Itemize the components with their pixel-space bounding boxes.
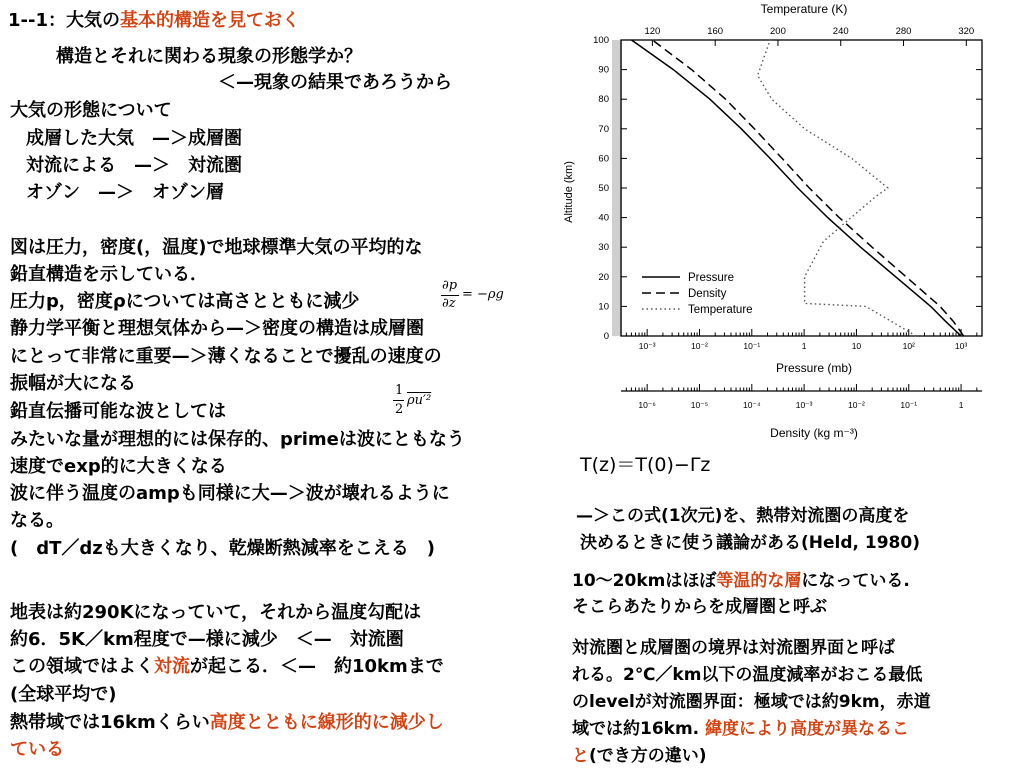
para1-line-3: 圧力p，密度ρについては高さとともに減少: [10, 291, 360, 312]
right-line-4: [572, 573, 910, 590]
isothermal-highlight: 等温的な層: [716, 571, 802, 591]
para2-line-2: 約6．5K／km程度で—様に減少 ＜— 対流圏: [10, 629, 404, 650]
bottom-axis-label: Pressure (mb): [775, 361, 853, 375]
eq2-rhs: ρu′²: [407, 393, 432, 408]
convection-highlight: 対流: [154, 656, 190, 677]
eq1-rhs: = −ρg: [462, 287, 504, 302]
left-line-6: オゾン —＞ オゾン層: [26, 182, 224, 203]
y-tick-label: 80: [598, 94, 609, 106]
top-tick-label: 240: [832, 26, 849, 37]
top-tick-label: 200: [770, 26, 786, 37]
density-tick-label: 1: [958, 400, 964, 410]
right-line-7: れる。2℃／km以下の温度減率がおこる最低: [572, 665, 923, 685]
latitude-highlight-end: と: [572, 746, 589, 766]
y-axis-label: Altitude (km): [563, 161, 575, 223]
legend-label-pressure: Pressure: [688, 272, 735, 284]
right-line-5: そこらあたりからを成層圏と呼ぶ: [572, 597, 827, 617]
para1-line-7: 鉛直伝播可能な波としては: [10, 401, 226, 422]
right-line-4b: になっている.: [801, 571, 910, 591]
right-line-6: 対流圏と成層圏の境界は対流圏界面と呼ば: [572, 638, 895, 658]
pressure-tick-label: 10³: [954, 341, 968, 351]
density-tick-label: 10⁻³: [795, 400, 813, 410]
right-line-8: のlevelが対流圏界面：極域では約9km，赤道: [572, 692, 931, 712]
density-tick-label: 10⁻²: [848, 400, 865, 410]
density-axis-label-text: Density (kg m⁻³): [770, 426, 858, 440]
top-axis-label: Temperature (K): [760, 2, 848, 16]
para2-line-3b: が起こる．＜— 約10kmまで: [190, 656, 444, 677]
density-axis-label: [770, 426, 858, 440]
right-line-10b: (でき方の違い): [589, 746, 707, 766]
para2-line-4: (全球平均で): [10, 684, 117, 705]
eq2-numerator: 1: [395, 383, 404, 398]
latitude-highlight: 緯度により高度が異なるこ: [705, 719, 910, 739]
right-line-9a: 域では約16km.: [572, 719, 706, 739]
linear-decrease-highlight: 高度とともに線形的に減少し: [209, 712, 444, 733]
eq1-denominator: ∂z: [442, 296, 456, 311]
para1-line-10: 波に伴う温度のampも同様に大—＞波が壊れるように: [10, 483, 450, 504]
para1-line-8: みたいな量が理想的には保存的、primeは波にともなう: [10, 429, 465, 450]
left-line-4: 成層した大気 —＞成層圏: [26, 128, 242, 149]
para1-line-1: 図は圧力，密度(，温度)で地球標準大気の平均的な: [10, 237, 423, 258]
pressure-tick-label: 10: [851, 341, 862, 351]
wave-energy-equation: [392, 384, 452, 420]
y-tick-label: 90: [598, 64, 609, 76]
right-line-10: [572, 748, 707, 765]
right-line-2: —＞この式(1次元)を、熱帯対流圏の高度を: [576, 506, 910, 526]
para1-line-12: ( dT／dzも大きくなり、乾燥断熱減率をこえる ): [10, 538, 435, 559]
para1-line-2: 鉛直構造を示している．: [10, 264, 208, 285]
hydrostatic-equation: [440, 280, 520, 314]
title-prefix: 1--1：大気の: [8, 10, 120, 31]
density-tick-label: 10⁻¹: [900, 400, 918, 410]
para2-line-5a: 熱帯域では16kmくらい: [10, 712, 210, 733]
para1-line-5: にとって非常に重要—＞薄くなることで擾乱の速度の: [10, 346, 442, 367]
plot-frame: [621, 40, 982, 336]
y-tick-label: 0: [603, 331, 609, 342]
right-line-3: 決めるときに使う議論がある(Held, 1980): [580, 533, 920, 553]
para2-line-3: [10, 658, 444, 676]
para1-line-6: 振幅が大になる: [10, 373, 136, 394]
pressure-tick-label: 10⁻²: [691, 341, 708, 351]
para2-line-1: 地表は約290Kになっていて，それから温度勾配は: [10, 602, 422, 623]
top-tick-label: 160: [707, 26, 724, 37]
para1-line-11: なる。: [10, 510, 64, 531]
legend-label-density: Density: [688, 288, 727, 300]
para2-line-3a: この領域ではよく: [10, 656, 154, 677]
density-tick-label: 10⁻⁵: [690, 400, 709, 410]
left-line-1: 構造とそれに関わる現象の形態学か？: [56, 46, 362, 67]
y-tick-label: 60: [598, 153, 609, 165]
lapse-rate-formula: T(z)＝T(0)−Γz: [580, 454, 711, 476]
left-line-2: ＜—現象の結果であろうから: [218, 72, 452, 93]
slide-title: [8, 12, 300, 30]
pressure-tick-label: 1: [801, 341, 807, 351]
left-line-3: 大気の形態について: [10, 100, 172, 121]
standard-atmosphere-chart: [554, 0, 1024, 450]
y-tick-label: 100: [593, 35, 609, 46]
pressure-tick-label: 10⁻³: [638, 341, 656, 351]
title-highlight: 基本的構造を見ておく: [120, 10, 300, 31]
legend-label-temperature: Temperature: [688, 304, 753, 316]
density-tick-label: 10⁻⁶: [638, 400, 656, 410]
left-line-5: 対流による —＞ 対流圏: [26, 155, 242, 176]
density-tick-label: 10⁻⁴: [743, 400, 761, 410]
y-tick-label: 20: [598, 271, 609, 283]
y-tick-label: 30: [598, 242, 609, 254]
y-tick-label: 10: [598, 301, 609, 313]
pressure-tick-label: 10²: [902, 341, 915, 351]
para1-line-4: 静力学平衡と理想気体から—＞密度の構造は成層圏: [10, 318, 424, 339]
right-line-9: [572, 721, 909, 738]
right-line-4a: 10～20kmはほぼ: [572, 571, 717, 591]
top-tick-label: 320: [958, 26, 975, 37]
para2-line-5: [10, 714, 444, 732]
top-tick-label: 280: [895, 26, 912, 37]
top-tick-label: 120: [644, 26, 661, 37]
y-tick-label: 40: [598, 212, 609, 224]
eq2-denominator: 2: [395, 402, 404, 417]
series-pressure-line: [632, 40, 962, 336]
series-temperature-line: [758, 40, 917, 336]
y-tick-label: 50: [598, 183, 609, 194]
eq2-fraction-bar: [393, 400, 404, 401]
para1-line-9: 速度でexp的に大きくなる: [10, 456, 227, 477]
para2-line-6: ている: [10, 739, 64, 760]
pressure-tick-label: 10⁻¹: [743, 341, 761, 351]
y-tick-label: 70: [598, 123, 609, 135]
eq1-numerator: ∂p: [442, 278, 458, 293]
